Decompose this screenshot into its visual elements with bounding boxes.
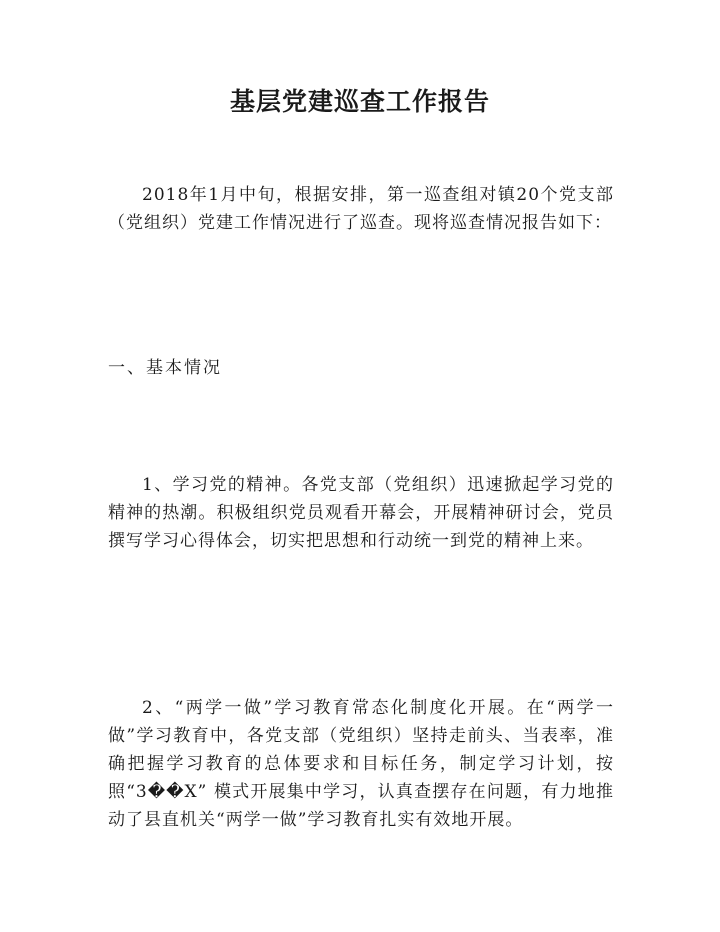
document-title: 基层党建巡查工作报告 bbox=[229, 87, 490, 116]
item-1-paragraph: 1、学习党的精神。各党支部（党组织）迅速掀起学习党的精神的热潮。积极组织党员观看开幕会，开展精神研讨会，党员撰写学习心得体会，切实把思想和行动统一到党的精神上来。 bbox=[108, 475, 614, 551]
item-2-paragraph: 2、“两学一做”学习教育常态化制度化开展。在“两学一做”学习教育中，各党支部（党组织）坚持走前头、当表率，准确把握学习教育的总体要求和目标任务，制定学习计划，按照“3��X” 模式开展集中学习，认真查摆存在问题，有力地推动了县直机关“两学一做”学习教育扎实有效地开展。 bbox=[108, 698, 614, 830]
section-heading: 一、基本情况 bbox=[108, 358, 222, 378]
intro-paragraph: 2018年1月中旬，根据安排，第一巡查组对镇20个党支部（党组织）党建工作情况进行了巡查。现将巡查情况报告如下： bbox=[108, 185, 614, 233]
